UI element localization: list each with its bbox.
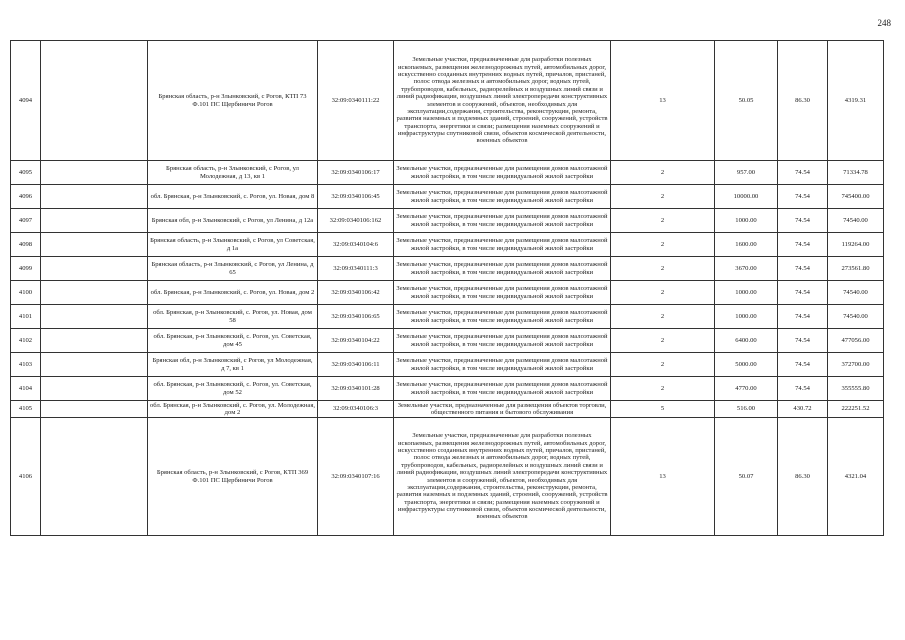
row-rate: 74.54 [778, 185, 828, 209]
row-number: 4105 [11, 401, 41, 418]
row-blank-cell [41, 329, 148, 353]
row-area: 3670.00 [715, 257, 778, 281]
table-row [11, 353, 884, 377]
row-land-use: Земельные участки, предназначенные для размещения домов малоэтажной жилой застройки, в том числе индивидуальной жилой застройки [394, 257, 611, 281]
table-row [11, 418, 884, 536]
row-number: 4098 [11, 233, 41, 257]
row-area: 4770.00 [715, 377, 778, 401]
table-row [11, 233, 884, 257]
row-category-code: 2 [611, 281, 715, 305]
land-registry-table [10, 40, 884, 536]
row-cadastral-number: 32:09:0340111:22 [318, 41, 394, 161]
row-address: обл. Брянская, р-н Злынковский, с. Рогов, ул. Советская, дом 45 [148, 329, 318, 353]
row-land-use: Земельные участки, предназначенные для размещения домов малоэтажной жилой застройки, в том числе индивидуальной жилой застройки [394, 305, 611, 329]
row-cadastral-value: 71334.78 [828, 161, 884, 185]
row-cadastral-number: 32:09:0340111:3 [318, 257, 394, 281]
row-cadastral-value: 477056.00 [828, 329, 884, 353]
row-land-use: Земельные участки, предназначенные для размещения домов малоэтажной жилой застройки, в том числе индивидуальной жилой застройки [394, 233, 611, 257]
row-blank-cell [41, 418, 148, 536]
row-area: 6400.00 [715, 329, 778, 353]
row-area: 1600.00 [715, 233, 778, 257]
row-address: Брянская область, р-н Злынковский, с Рогов, КТП 369 Ф.101 ПС Щербиничи Рогов [148, 418, 318, 536]
row-rate: 74.54 [778, 257, 828, 281]
row-cadastral-value: 74540.00 [828, 209, 884, 233]
row-address: обл. Брянская, р-н Злынковский, с. Рогов, ул. Молодежная, дом 2 [148, 401, 318, 418]
row-area: 1000.00 [715, 209, 778, 233]
table-row [11, 161, 884, 185]
row-land-use: Земельные участки, предназначенные для размещения домов малоэтажной жилой застройки, в том числе индивидуальной жилой застройки [394, 161, 611, 185]
table-row [11, 209, 884, 233]
row-cadastral-value: 355555.80 [828, 377, 884, 401]
row-area: 50.05 [715, 41, 778, 161]
row-address: Брянская область, р-н Злынковский, с Рогов, ул Молодежная, д 13, кв 1 [148, 161, 318, 185]
row-rate: 74.54 [778, 353, 828, 377]
row-cadastral-number: 32:09:0340107:16 [318, 418, 394, 536]
row-number: 4101 [11, 305, 41, 329]
row-rate: 86.30 [778, 418, 828, 536]
row-rate: 74.54 [778, 161, 828, 185]
row-number: 4106 [11, 418, 41, 536]
row-address: обл. Брянская, р-н Злынковский, с. Рогов, ул. Новая, дом 8 [148, 185, 318, 209]
row-land-use: Земельные участки, предназначенные для размещения объектов торговли, общественного питания и бытового обслуживания [394, 401, 611, 418]
row-area: 5000.00 [715, 353, 778, 377]
row-cadastral-value: 74540.00 [828, 281, 884, 305]
row-rate: 74.54 [778, 329, 828, 353]
row-category-code: 2 [611, 353, 715, 377]
row-cadastral-number: 32:09:0340106:17 [318, 161, 394, 185]
row-land-use: Земельные участки, предназначенные для разработки полезных ископаемых, размещения железнодорожных путей, автомобильных дорог, искусственно созданных внутренних водных путей, причалов, пристаней, полос отвода железных и автомобильных дорог, водных путей, трубопроводов, кабельных, радиорелейных и воздушных линий связи и линий радиофикации, воздушных линий электропередачи конструктивных элементов и сооружений, объектов, необходимых для эксплуатации,содержания, строительства, реконструкции, ремонта, развития наземных и подземных зданий, строений, сооружений, устройств транспорта, энергетики и связи; размещения наземных сооружений и инфраструктуры спутниковой связи, объектов космической деятельности, военных объектов [394, 41, 611, 161]
row-category-code: 2 [611, 377, 715, 401]
row-number: 4095 [11, 161, 41, 185]
row-cadastral-number: 32:09:0340104:22 [318, 329, 394, 353]
row-blank-cell [41, 305, 148, 329]
row-blank-cell [41, 233, 148, 257]
row-cadastral-number: 32:09:0340101:28 [318, 377, 394, 401]
row-number: 4097 [11, 209, 41, 233]
row-category-code: 13 [611, 418, 715, 536]
row-category-code: 13 [611, 41, 715, 161]
row-blank-cell [41, 161, 148, 185]
row-rate: 86.30 [778, 41, 828, 161]
table-row [11, 41, 884, 161]
row-category-code: 2 [611, 233, 715, 257]
row-area: 10000.00 [715, 185, 778, 209]
row-cadastral-number: 32:09:0340106:42 [318, 281, 394, 305]
row-number: 4099 [11, 257, 41, 281]
row-rate: 74.54 [778, 233, 828, 257]
table-row [11, 257, 884, 281]
row-category-code: 2 [611, 161, 715, 185]
row-address: обл. Брянская, р-н Злынковский, с. Рогов, ул. Новая, дом 2 [148, 281, 318, 305]
row-cadastral-value: 273561.80 [828, 257, 884, 281]
row-address: Брянская область, р-н Злынковский, с Рогов, ул Советская, д 1а [148, 233, 318, 257]
row-address: обл. Брянская, р-н Злынковский, с. Рогов, ул. Советская, дом 52 [148, 377, 318, 401]
row-area: 516.00 [715, 401, 778, 418]
row-blank-cell [41, 377, 148, 401]
row-cadastral-number: 32:09:0340106:45 [318, 185, 394, 209]
row-blank-cell [41, 257, 148, 281]
table-row [11, 185, 884, 209]
row-number: 4094 [11, 41, 41, 161]
row-number: 4100 [11, 281, 41, 305]
table-body [11, 41, 884, 536]
row-rate: 74.54 [778, 377, 828, 401]
row-number: 4104 [11, 377, 41, 401]
row-rate: 74.54 [778, 281, 828, 305]
row-address: Брянская область, р-н Злынковский, с Рогов, ул Ленина, д 65 [148, 257, 318, 281]
row-number: 4103 [11, 353, 41, 377]
row-cadastral-value: 4319.31 [828, 41, 884, 161]
table-row [11, 281, 884, 305]
row-cadastral-value: 372700.00 [828, 353, 884, 377]
row-cadastral-number: 32:09:0340106:65 [318, 305, 394, 329]
row-area: 1000.00 [715, 281, 778, 305]
row-blank-cell [41, 401, 148, 418]
table-row [11, 401, 884, 418]
row-number: 4102 [11, 329, 41, 353]
row-area: 957.00 [715, 161, 778, 185]
row-land-use: Земельные участки, предназначенные для размещения домов малоэтажной жилой застройки, в том числе индивидуальной жилой застройки [394, 209, 611, 233]
table-row [11, 329, 884, 353]
row-cadastral-number: 32:09:0340106:3 [318, 401, 394, 418]
row-cadastral-value: 745400.00 [828, 185, 884, 209]
table-row [11, 377, 884, 401]
row-category-code: 2 [611, 209, 715, 233]
row-rate: 74.54 [778, 305, 828, 329]
row-address: обл. Брянская, р-н Злынковский, с. Рогов, ул. Новая, дом 58 [148, 305, 318, 329]
row-cadastral-number: 32:09:0340106:162 [318, 209, 394, 233]
row-land-use: Земельные участки, предназначенные для размещения домов малоэтажной жилой застройки, в том числе индивидуальной жилой застройки [394, 281, 611, 305]
row-address: Брянская обл, р-н Злынковский, с Рогов, ул Молодежная, д 7, кв 1 [148, 353, 318, 377]
row-cadastral-number: 32:09:0340106:11 [318, 353, 394, 377]
row-cadastral-value: 74540.00 [828, 305, 884, 329]
row-blank-cell [41, 209, 148, 233]
page-number: 248 [877, 18, 891, 28]
row-address: Брянская обл, р-н Злынковский, с Рогов, ул Ленина, д 12а [148, 209, 318, 233]
row-category-code: 2 [611, 257, 715, 281]
row-rate: 74.54 [778, 209, 828, 233]
row-area: 1000.00 [715, 305, 778, 329]
row-cadastral-value: 222251.52 [828, 401, 884, 418]
row-land-use: Земельные участки, предназначенные для размещения домов малоэтажной жилой застройки, в том числе индивидуальной жилой застройки [394, 377, 611, 401]
row-land-use: Земельные участки, предназначенные для разработки полезных ископаемых, размещения железнодорожных путей, автомобильных дорог, искусственно созданных внутренних водных путей, причалов, пристаней, полос отвода железных и автомобильных дорог, водных путей, трубопроводов, кабельных, радиорелейных и воздушных линий связи и линий радиофикации, воздушных линий электропередачи конструктивных элементов и сооружений, объектов, необходимых для эксплуатации,содержания, строительства, реконструкции, ремонта, развития наземных и подземных зданий, строений, сооружений, устройств транспорта, энергетики и связи; размещения наземных сооружений и инфраструктуры спутниковой связи, объектов космической деятельности, военных объектов [394, 418, 611, 536]
row-blank-cell [41, 353, 148, 377]
row-blank-cell [41, 281, 148, 305]
row-category-code: 5 [611, 401, 715, 418]
row-area: 50.07 [715, 418, 778, 536]
row-category-code: 2 [611, 329, 715, 353]
row-rate: 430.72 [778, 401, 828, 418]
row-address: Брянская область, р-н Злынковский, с Рогов, КТП 73 Ф.101 ПС Щербиничи Рогов [148, 41, 318, 161]
row-blank-cell [41, 41, 148, 161]
row-land-use: Земельные участки, предназначенные для размещения домов малоэтажной жилой застройки, в том числе индивидуальной жилой застройки [394, 185, 611, 209]
table-row [11, 305, 884, 329]
row-category-code: 2 [611, 185, 715, 209]
row-cadastral-number: 32:09:0340104:6 [318, 233, 394, 257]
row-category-code: 2 [611, 305, 715, 329]
row-cadastral-value: 119264.00 [828, 233, 884, 257]
row-land-use: Земельные участки, предназначенные для размещения домов малоэтажной жилой застройки, в том числе индивидуальной жилой застройки [394, 329, 611, 353]
row-blank-cell [41, 185, 148, 209]
row-number: 4096 [11, 185, 41, 209]
row-land-use: Земельные участки, предназначенные для размещения домов малоэтажной жилой застройки, в том числе индивидуальной жилой застройки [394, 353, 611, 377]
row-cadastral-value: 4321.04 [828, 418, 884, 536]
